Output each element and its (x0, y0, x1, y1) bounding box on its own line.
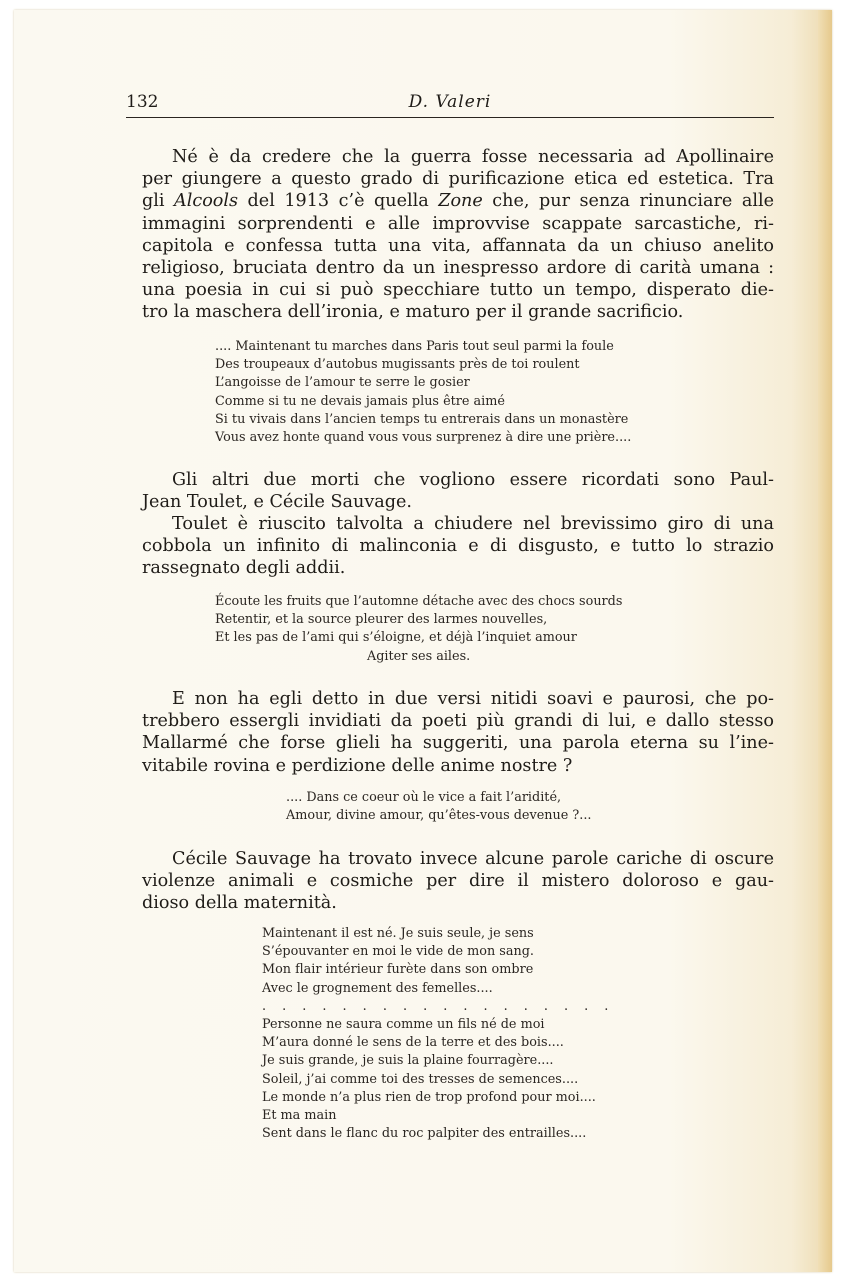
running-author: D. Valeri (408, 92, 492, 112)
text-line: per giungere a questo grado di purificazione etica ed estetica. Tra (142, 169, 774, 190)
paragraph-sauvage (142, 848, 774, 915)
verse-line: Des troupeaux d’autobus mugissants près de toi roulent (215, 357, 580, 373)
verse-sauvage (262, 925, 614, 1143)
verse-line: Soleil, j’ai comme toi des tresses de semences.... (262, 1071, 579, 1087)
title-zone: Zone (438, 191, 483, 212)
verse-toulet (215, 593, 622, 666)
text-line: capitola e confessa tutta una vita, affannata da un chiuso anelito (142, 235, 774, 256)
verse-line: Comme si tu ne devais jamais plus être aimé (215, 393, 505, 409)
verse-line: L’angoisse de l’amour te serre le gosier (215, 375, 470, 391)
text-line: Cécile Sauvage ha trovato invece alcune parole cariche di oscure (172, 849, 774, 869)
verse-line: Agiter ses ailes. (367, 648, 471, 664)
verse-line: Maintenant il est né. Je suis seule, je sens (262, 926, 534, 941)
title-alcools: Alcools (174, 191, 239, 212)
text-line: una poesia in cui si può specchiare tutto un tempo, disperato die- (142, 280, 774, 301)
text-line: Né è da credere che la guerra fosse necessaria ad Apollinaire (172, 147, 774, 167)
verse-line: Amour, divine amour, qu’êtes-vous devenue ?... (286, 808, 592, 824)
verse-line: Retentir, et la source pleurer des larmes nouvelles, (215, 612, 548, 628)
verse-line: Et les pas de l’ami qui s’éloigne, et déjà l’inquiet amour (215, 630, 577, 646)
text-line: rassegnato degli addii. (142, 558, 346, 579)
page-number: 132 (126, 92, 159, 112)
ellipsis-line: . . . . . . . . . . . . . . . . . . (262, 998, 615, 1014)
paragraph-mallarme (142, 688, 774, 777)
page-edge (818, 10, 832, 1272)
text-line: cobbola un infinito di malinconia e di disgusto, e tutto lo strazio (142, 536, 774, 557)
text-line: religioso, bruciata dentro da un inespresso ardore di carità umana : (142, 258, 774, 279)
text-line: E non ha egli detto in due versi nitidi soavi e paurosi, che po- (172, 689, 774, 709)
text-line: gli Alcools del 1913 c’è quella Zone che, pur senza rinunciare alle (142, 191, 774, 212)
verse-line: Et ma main (262, 1108, 337, 1124)
verse-line: Personne ne saura comme un fils né de moi (262, 1017, 545, 1033)
verse-line: S’épouvanter en moi le vide de mon sang. (262, 944, 534, 960)
paragraph-toulet (142, 513, 774, 580)
text-line: Toulet è riuscito talvolta a chiudere nel brevissimo giro di una (172, 514, 774, 534)
text-line: Gli altri due morti che vogliono essere ricordati sono Paul- (172, 470, 774, 490)
verse-line: Avec le grognement des femelles.... (262, 980, 493, 996)
text-line: Jean Toulet, e Cécile Sauvage. (142, 492, 413, 513)
paragraph-apollinaire (142, 146, 774, 324)
verse-line: .... Dans ce coeur où le vice a fait l’aridité, (286, 790, 562, 805)
verse-line: Sent dans le flanc du roc palpiter des entrailles.... (262, 1126, 587, 1142)
text-line: vitabile rovina e perdizione delle anime nostre ? (142, 755, 573, 776)
verse-line: Le monde n’a plus rien de trop profond pour moi.... (262, 1089, 596, 1105)
verse-line: Mon flair intérieur furète dans son ombre (262, 962, 534, 978)
verse-line: Si tu vivais dans l’ancien temps tu entrerais dans un monastère (215, 411, 629, 427)
verse-line: M’aura donné le sens de la terre et des bois.... (262, 1035, 564, 1051)
verse-line: Écoute les fruits que l’automne détache avec des chocs sourds (215, 594, 623, 609)
text-line: immagini sorprendenti e alle improvvise scappate sarcastiche, ri- (142, 213, 774, 234)
text-line: Mallarmé che forse glieli ha suggeriti, una parola eterna su l’ine- (142, 733, 774, 754)
verse-line: .... Maintenant tu marches dans Paris tout seul parmi la foule (215, 339, 614, 354)
running-header (126, 86, 774, 118)
paragraph-two-deaths (142, 469, 774, 513)
header-rule (126, 117, 774, 118)
verse-line: Vous avez honte quand vous vous surprenez à dire une prière.... (215, 430, 632, 446)
text-line: tro la maschera dell’ironia, e maturo per il grande sacrificio. (142, 302, 684, 323)
text-line: violenze animali e cosmiche per dire il mistero doloroso e gau- (142, 871, 774, 892)
verse-apollinaire (215, 338, 631, 447)
verse-toulet-couplet (286, 789, 591, 825)
verse-line: Je suis grande, je suis la plaine fourragère.... (262, 1053, 554, 1069)
text-line: trebbero essergli invidiati da poeti più grandi di lui, e dallo stesso (142, 711, 774, 732)
text-line: dioso della maternità. (142, 893, 337, 914)
